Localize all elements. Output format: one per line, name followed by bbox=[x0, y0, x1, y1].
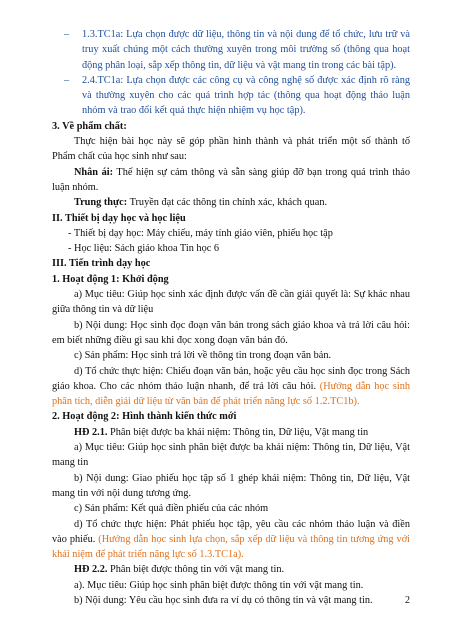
hd-2-1-competency-note: (Hướng dẫn học sinh lựa chọn, sắp xếp dữ liệu và thông tin tương ứng với khái niệm để phát triển năng lực số 1.3.TC1a). bbox=[52, 533, 410, 561]
activity-2-heading: 2. Hoạt động 2: Hình thành kiến thức mới bbox=[52, 411, 237, 423]
hd-2-1-organization-text: d) Tổ chức thực hiện: Phát phiếu học tập, yêu cầu các nhóm thảo luận và điền vào phiếu. bbox=[52, 518, 410, 545]
activity-1-organization bbox=[52, 364, 410, 410]
nhan-ai-label: Nhân ái: bbox=[74, 166, 114, 178]
hd-2-2-objective: a). Mục tiêu: Giúp học sinh phân biệt được thông tin với vật mang tin. bbox=[74, 579, 364, 591]
activity-1-organization-text: d) Tổ chức thực hiện: Chiếu đoạn văn bản, hoặc yêu cầu học sinh đọc trong Sách giáo khoa. Cho các nhóm thảo luận nhanh, để trả lời câu hỏi. bbox=[52, 365, 410, 392]
page-number: 2 bbox=[405, 595, 410, 606]
trung-thuc-text: Truyền đạt các thông tin chính xác, khách quan. bbox=[127, 197, 328, 209]
trung-thuc-paragraph bbox=[52, 195, 410, 210]
section-heading-pham-chat: 3. Về phẩm chất: bbox=[52, 120, 127, 132]
competency-bullet-2 bbox=[52, 73, 410, 119]
bullet-dash: – bbox=[64, 29, 70, 40]
activity-1-objective: a) Mục tiêu: Giúp học sinh xác định được vấn đề cần giải quyết là: Sự khác nhau giữa thông tin và dữ liệu bbox=[52, 289, 410, 316]
hd-2-2-label: HĐ 2.2. bbox=[74, 564, 108, 576]
bullet-dash: – bbox=[64, 74, 70, 86]
hd-2-1-label: HĐ 2.1. bbox=[74, 426, 108, 438]
hd-2-1-text: Phân biệt được ba khái niệm: Thông tin, Dữ liệu, Vật mang tin bbox=[107, 426, 369, 438]
bullet-text: 1.3.TC1a: Lựa chọn được dữ liệu, thông tin và nội dung để tổ chức, lưu trữ và truy xuất chúng một cách thường xuyên trong môi trường số (thông qua hoạt động phân loại, sắp xếp thông tin, dữ liệu và vật mang tin trong các bài tập). bbox=[82, 29, 410, 71]
hd-2-2-text: Phân biệt được thông tin với vật mang tin. bbox=[107, 564, 285, 576]
hd-2-1-product: c) Sản phẩm: Kết quả điền phiếu của các nhóm bbox=[74, 503, 269, 515]
pham-chat-intro: Thực hiện bài học này sẽ góp phần hình thành và phát triển một số thành tố Phẩm chất của học sinh như sau: bbox=[52, 136, 410, 163]
activity-1-product: c) Sản phẩm: Học sinh trả lời về thông tin trong đoạn văn bản. bbox=[74, 350, 332, 362]
activity-1-competency-note: (Hướng dẫn học sinh phân tích, diễn giải dữ liệu từ văn bản để phát triển năng lực số 1.2.TC1b). bbox=[52, 380, 411, 408]
activity-1-heading: 1. Hoạt động 1: Khởi động bbox=[52, 273, 169, 285]
hd-2-1-content: b) Nội dung: Giao phiếu học tập số 1 ghép khái niệm: Thông tin, Dữ liệu, Vật mang tin với nội dung tương ứng. bbox=[52, 472, 410, 499]
hd-2-1-organization bbox=[52, 517, 410, 563]
nhan-ai-text: Thể hiện sự cảm thông và sẵn sàng giúp đỡ bạn trong quá trình thảo luận nhóm. bbox=[52, 166, 410, 193]
hoc-lieu-item: - Học liệu: Sách giáo khoa Tin học 6 bbox=[68, 243, 220, 255]
trung-thuc-label: Trung thực: bbox=[74, 197, 128, 209]
hd-2-1-objective: a) Mục tiêu: Giúp học sinh phân biệt được ba khái niệm: Thông tin, Dữ liệu, Vật mang tin bbox=[52, 442, 410, 469]
hd-2-1-title bbox=[52, 425, 410, 440]
activity-1-content: b) Nội dung: Học sinh đọc đoạn văn bản trong sách giáo khoa và trả lời câu hỏi: em biết những điều gì sau khi đọc xong đoạn văn bản đó. bbox=[52, 319, 410, 346]
hd-2-2-content: b) Nội dung: Yêu cầu học sinh đưa ra ví dụ có thông tin và vật mang tin. bbox=[74, 594, 373, 606]
section-heading-tien-trinh: III. Tiến trình dạy học bbox=[52, 258, 151, 270]
nhan-ai-paragraph bbox=[52, 165, 410, 196]
hd-2-2-title bbox=[52, 562, 410, 577]
section-heading-thiet-bi: II. Thiết bị dạy học và học liệu bbox=[52, 212, 186, 224]
competency-bullet-1 bbox=[52, 27, 410, 73]
bullet-text: 2.4.TC1a: Lựa chọn được các công cụ và công nghệ số được xác định rõ ràng và thường xuyên cho các quá trình hợp tác (thông qua hoạt động thảo luận nhóm và trao đổi kết quả thực hiện nhiệm vụ học tập). bbox=[82, 74, 410, 117]
thiet-bi-item: - Thiết bị dạy học: Máy chiếu, máy tính giáo viên, phiếu học tập bbox=[68, 227, 333, 239]
